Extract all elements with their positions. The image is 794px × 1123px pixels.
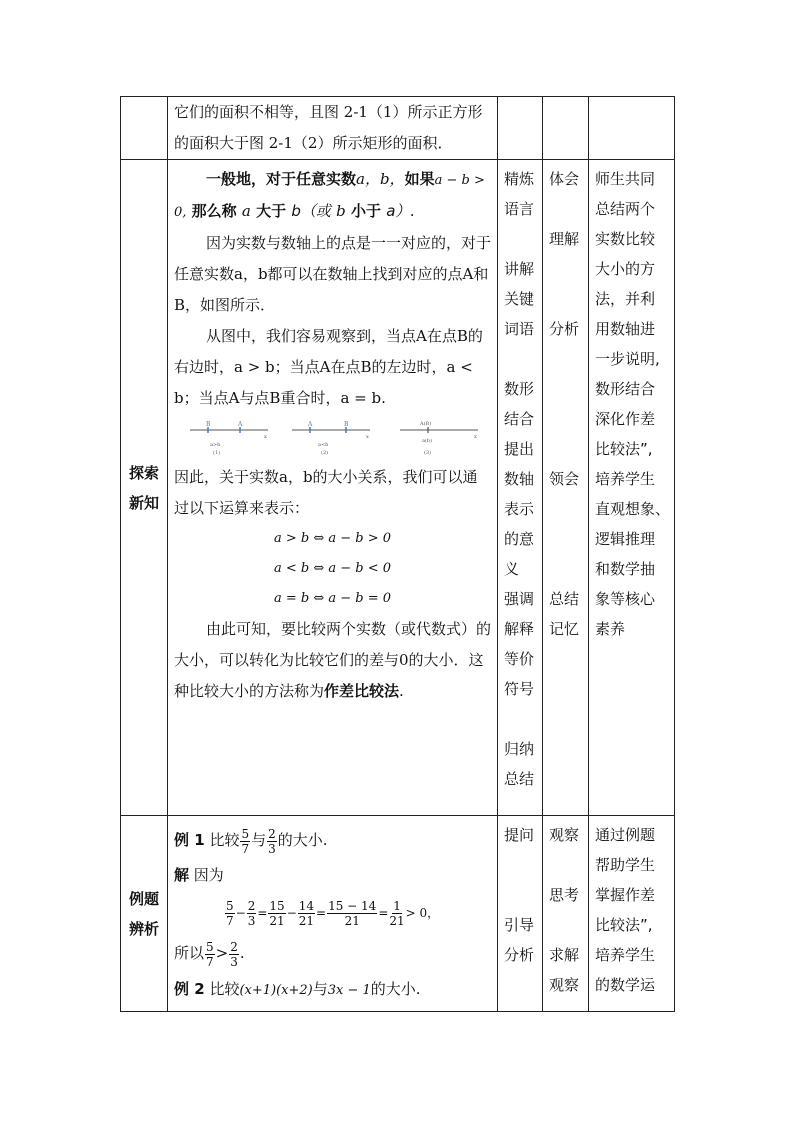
intent-cell — [589, 97, 675, 160]
design-intent-cell — [589, 160, 675, 816]
number-line-diagrams — [180, 418, 491, 458]
teacher-activity-line: 数形 — [504, 380, 535, 398]
student-activity-line — [549, 434, 584, 464]
student-activity-line — [549, 344, 584, 374]
paragraph: 因此，关于实数a，b的大小关系，我们可以通过以下运算来表示： — [174, 468, 478, 517]
design-intent-line: 数形结合 — [595, 380, 656, 398]
design-intent-line: 通过例题 — [595, 826, 656, 844]
svg-text:x: x — [474, 434, 477, 440]
svg-text:a>b: a>b — [210, 442, 221, 448]
design-intent-line: 一步说明, — [595, 350, 660, 368]
teacher-activity-line: 总结 — [504, 770, 535, 788]
svg-text:A: A — [238, 421, 243, 428]
design-intent-line: 法，并利 — [595, 290, 656, 308]
teacher-activity-line: 解释 — [504, 620, 535, 638]
teacher-activity-line: 分析 — [504, 946, 535, 964]
teacher-activity-line — [504, 850, 538, 880]
student-activity-line — [549, 194, 584, 224]
teacher-activity-line: 语言 — [504, 200, 535, 218]
number-line-figure — [180, 418, 480, 458]
svg-text:A: A — [308, 421, 313, 428]
svg-text:a(b): a(b) — [422, 438, 433, 444]
teacher-activity-line: 讲解 — [504, 260, 535, 278]
student-activity-line: 体会 — [549, 170, 580, 188]
teacher-activity-line: 等价 — [504, 650, 535, 668]
teacher-activity-line: 数轴 — [504, 470, 535, 488]
definition: 一般地，对于任意实数a，b，如果a − b > 0, 那么称 a 大于 b（或 b 小于 a）. — [174, 170, 485, 220]
svg-text:x: x — [366, 434, 369, 440]
teacher-cell — [498, 97, 543, 160]
design-intent-line: 培养学生 — [595, 946, 656, 964]
teacher-activity-line: 关键 — [504, 290, 535, 308]
student-activity-line: 记忆 — [549, 620, 580, 638]
teacher-activity-line: 提出 — [504, 440, 535, 458]
conclusion: 所以 $\frac{5}{7}$ > $\frac{2}{3}$ . — [174, 939, 245, 969]
student-activity-line: 观察 — [549, 826, 580, 844]
table-row — [121, 816, 675, 1012]
design-intent-line: 师生共同 — [595, 170, 656, 188]
design-intent-line: 素养 — [595, 620, 626, 638]
design-intent-line: 的数学运 — [595, 976, 656, 994]
stage-label: 例题 辨析 — [121, 816, 168, 1012]
teacher-activity-line: 表示 — [504, 500, 535, 518]
design-intent-line: 实数比较 — [595, 230, 656, 248]
teacher-activity-line: 义 — [504, 560, 520, 578]
svg-text:a<b: a<b — [318, 442, 329, 448]
design-intent-line: 深化作差 — [595, 410, 656, 428]
text-line: 的面积大于图 2-1（2）所示矩形的面积． — [174, 134, 453, 152]
student-activity-line — [549, 284, 584, 314]
teacher-activity-line: 词语 — [504, 320, 535, 338]
design-intent-line: 比较法”, — [595, 440, 653, 458]
design-intent-line: 和数学抽 — [595, 560, 656, 578]
stage-label: 探索 新知 — [121, 160, 168, 816]
student-activity-line: 分析 — [549, 320, 580, 338]
teacher-activity-line: 结合 — [504, 410, 535, 428]
design-intent-line: 帮助学生 — [595, 856, 656, 874]
student-activity-cell — [543, 160, 589, 816]
student-activity-cell — [543, 816, 589, 1012]
student-activity-line: 求解 — [549, 946, 580, 964]
student-activity-line — [549, 374, 584, 404]
teacher-activity-line: 归纳 — [504, 740, 535, 758]
student-activity-line: 总结 — [549, 590, 580, 608]
solution: 解 因为 — [174, 866, 224, 884]
table-row — [121, 97, 675, 160]
student-activity-line: 领会 — [549, 470, 580, 488]
teacher-activity-line: 提问 — [504, 826, 535, 844]
student-activity-line: 观察 — [549, 976, 580, 994]
content-cell — [168, 816, 498, 1012]
content-cell — [168, 160, 498, 816]
svg-text:(3): (3) — [424, 450, 432, 456]
example-1: 例 1 比较 $\frac{5}{7}$ 与 $\frac{2}{3}$ 的大小. — [174, 826, 328, 856]
teacher-activity-line: 引导 — [504, 916, 535, 934]
number-line-1 — [190, 421, 268, 456]
design-intent-line: 直观想象、 — [595, 500, 671, 518]
teacher-activity-line — [504, 344, 538, 374]
solution-equation: $\frac{5}{7}$ − $\frac{2}{3}$ = $\frac{15}{21}$ − $\frac{14}{21}$ = $\frac{15 - 14}{21}$ = $\frac{1}{21}$ > 0， — [226, 899, 440, 928]
svg-text:(2): (2) — [321, 450, 329, 456]
teacher-activity-line: 强调 — [504, 590, 535, 608]
teacher-activity-line: 的意 — [504, 530, 535, 548]
student-activity-line — [549, 850, 584, 880]
student-activity-line — [549, 524, 584, 554]
student-activity-line — [549, 404, 584, 434]
design-intent-line: 大小的方 — [595, 260, 656, 278]
relation-gt: a > b ⇔ a − b > 0 — [273, 531, 392, 546]
design-intent-line: 总结两个 — [595, 200, 656, 218]
student-activity-line: 理解 — [549, 230, 580, 248]
design-intent-line: 掌握作差 — [595, 886, 656, 904]
design-intent-line: 比较法”, — [595, 916, 653, 934]
teacher-activity-cell — [498, 816, 543, 1012]
svg-text:A(B): A(B) — [420, 421, 432, 427]
svg-text:(1): (1) — [213, 450, 221, 456]
design-intent-line: 逻辑推理 — [595, 530, 656, 548]
example-2: 例 2 比较(x+1)(x+2)与3x − 1的大小. — [174, 980, 421, 998]
table-row — [121, 160, 675, 816]
paragraph: 由此可知，要比较两个实数（或代数式）的大小，可以转化为比较它们的差与0的大小．这种比较大小的方法称为作差比较法. — [174, 620, 492, 700]
student-activity-line — [549, 494, 584, 524]
student-activity-line: 思考 — [549, 886, 580, 904]
student-activity-line — [549, 554, 584, 584]
student-activity-line — [549, 910, 584, 940]
content-cell — [168, 97, 498, 160]
student-cell — [543, 97, 589, 160]
lesson-plan-table — [120, 96, 675, 1012]
paragraph: 因为实数与数轴上的点是一一对应的，对于任意实数a，b都可以在数轴上找到对应的点A和B，如图所示． — [174, 234, 492, 314]
teacher-activity-cell — [498, 160, 543, 816]
number-line-2 — [292, 421, 370, 456]
text-line: 它们的面积不相等，且图 2-1（1）所示正方形 — [174, 103, 483, 121]
design-intent-line: 培养学生 — [595, 470, 656, 488]
svg-text:B: B — [206, 421, 211, 428]
student-activity-line — [549, 254, 584, 284]
design-intent-line: 用数轴进 — [595, 320, 656, 338]
number-line-3 — [400, 420, 478, 456]
teacher-activity-line — [504, 880, 538, 910]
paragraph: 从图中，我们容易观察到，当点A在点B的右边时，a > b；当点A在点B的左边时，a < b；当点A与点B重合时，a = b. — [174, 327, 483, 407]
relation-eq: a = b ⇔ a − b = 0 — [273, 591, 392, 606]
svg-text:B: B — [344, 421, 349, 428]
stage-cell-empty — [121, 97, 168, 160]
svg-text:x: x — [264, 434, 267, 440]
teacher-activity-line: 精炼 — [504, 170, 535, 188]
teacher-activity-line: 符号 — [504, 680, 535, 698]
design-intent-cell — [589, 816, 675, 1012]
design-intent-line: 象等核心 — [595, 590, 656, 608]
relation-lt: a < b ⇔ a − b < 0 — [273, 561, 392, 576]
teacher-activity-line — [504, 704, 538, 734]
teacher-activity-line — [504, 224, 538, 254]
